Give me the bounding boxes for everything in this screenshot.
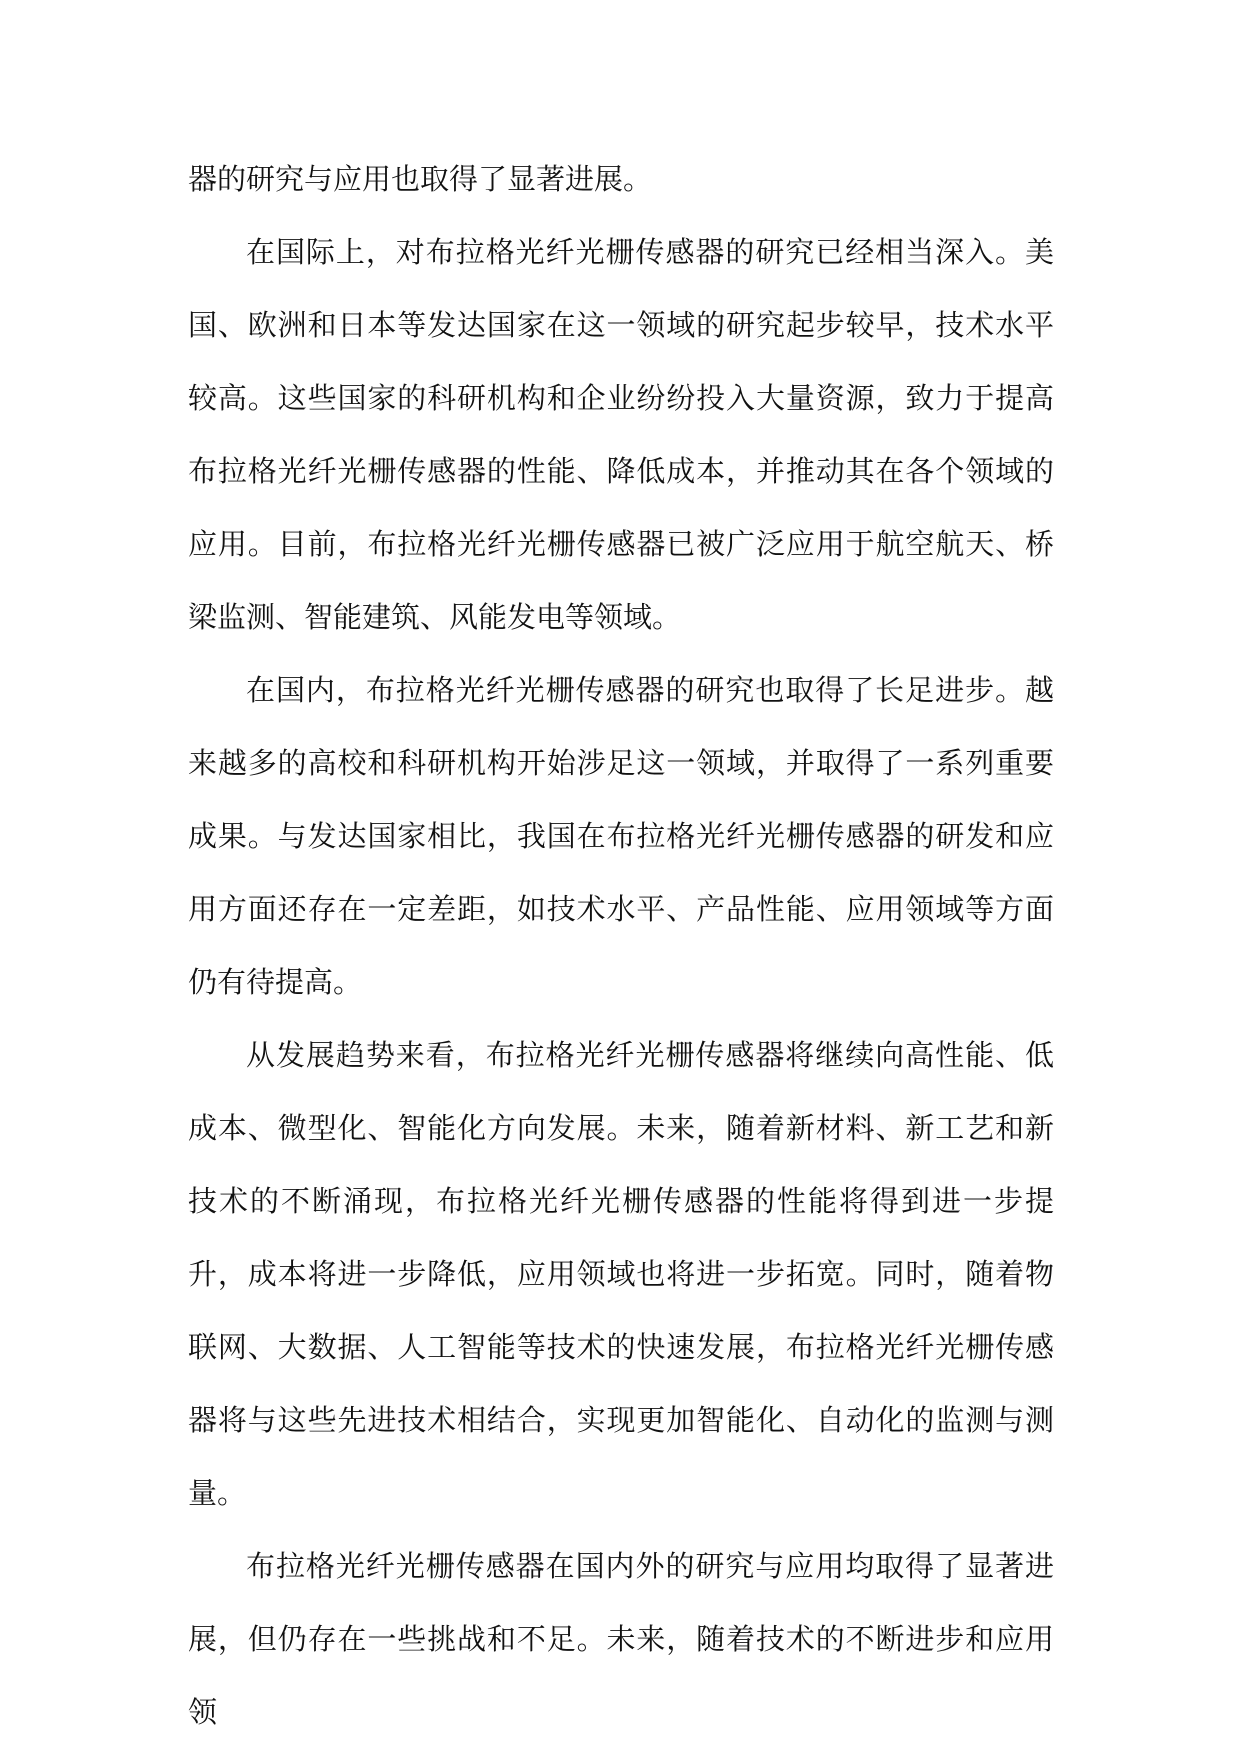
paragraph-summary: 布拉格光纤光栅传感器在国内外的研究与应用均取得了显著进展，但仍存在一些挑战和不足。未来，随着技术的不断进步和应用领 (188, 1549, 1054, 1729)
paragraph-continuation: 器的研究与应用也取得了显著进展。 (188, 162, 653, 196)
paragraph-international-research: 在国际上，对布拉格光纤光栅传感器的研究已经相当深入。美国、欧洲和日本等发达国家在这一领域的研究起步较早，技术水平较高。这些国家的科研机构和企业纷纷投入大量资源，致力于提高布拉格光纤光栅传感器的性能、降低成本，并推动其在各个领域的应用。目前，布拉格光纤光栅传感器已被广泛应用于航空航天、桥梁监测、智能建筑、风能发电等领域。 (188, 235, 1054, 634)
paragraph-domestic-research: 在国内，布拉格光纤光栅传感器的研究也取得了长足进步。越来越多的高校和科研机构开始涉足这一领域，并取得了一系列重要成果。与发达国家相比，我国在布拉格光纤光栅传感器的研发和应用方面还存在一定差距，如技术水平、产品性能、应用领域等方面仍有待提高。 (188, 673, 1054, 999)
document-body (188, 143, 1054, 1749)
paragraph-development-trend: 从发展趋势来看，布拉格光纤光栅传感器将继续向高性能、低成本、微型化、智能化方向发展。未来，随着新材料、新工艺和新技术的不断涌现，布拉格光纤光栅传感器的性能将得到进一步提升，成本将进一步降低，应用领域也将进一步拓宽。同时，随着物联网、大数据、人工智能等技术的快速发展，布拉格光纤光栅传感器将与这些先进技术相结合，实现更加智能化、自动化的监测与测量。 (188, 1038, 1054, 1510)
